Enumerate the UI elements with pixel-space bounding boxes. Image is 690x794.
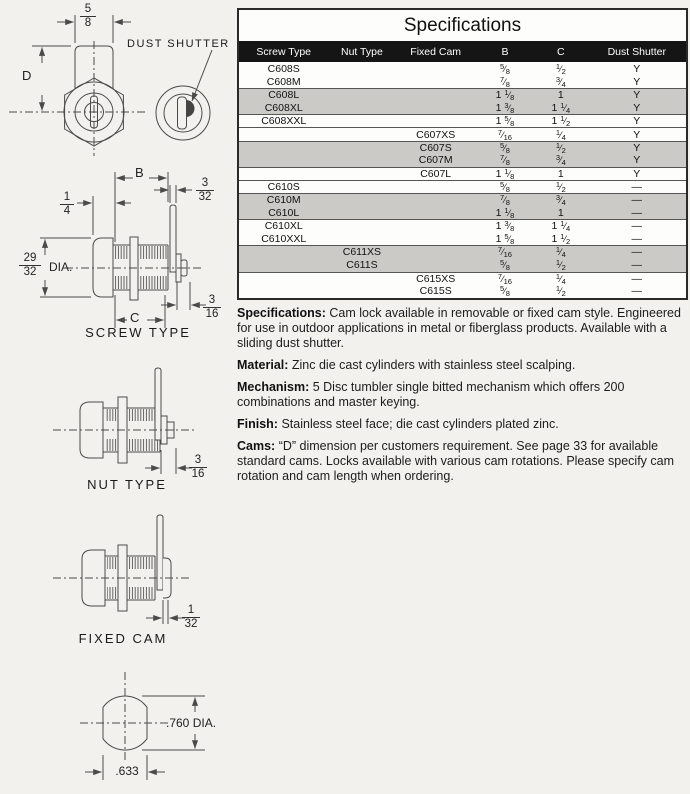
- table-cell: —: [631, 272, 643, 285]
- table-row: [239, 180, 686, 193]
- c-dimension-label: C: [130, 310, 140, 325]
- front-view-drawing: [5, 3, 235, 163]
- table-cell: 1 $^1⁄_8$: [495, 88, 515, 103]
- table-row: [239, 167, 686, 180]
- table-row: [239, 141, 686, 154]
- note-finish: [237, 417, 689, 432]
- b-dimension-label: B: [135, 165, 144, 180]
- screw-type-drawing: [5, 160, 235, 345]
- table-cell: —: [631, 285, 643, 298]
- table-row: [239, 127, 686, 140]
- cam-offset-dimension: $\frac{3}{16}$: [203, 294, 221, 320]
- table-row: [239, 75, 686, 88]
- table-cell: C607S: [419, 141, 452, 154]
- table-cell: C615S: [419, 285, 452, 298]
- table-cell: $^5⁄_8$: [500, 61, 510, 76]
- note-label: Cams:: [237, 439, 276, 453]
- table-cell: Y: [633, 141, 641, 154]
- table-cell: $^3⁄_4$: [555, 74, 566, 89]
- hole-width-label: .633: [115, 764, 139, 778]
- column-header: Fixed Cam: [410, 45, 462, 58]
- table-cell: Y: [633, 167, 641, 180]
- column-header: Screw Type: [256, 45, 312, 58]
- table-cell: $^5⁄_8$: [500, 179, 510, 194]
- note-label: Material:: [237, 358, 289, 372]
- table-cell: C608M: [266, 75, 301, 88]
- note-text: Cam lock available in removable or fixed cam style. Engineered for use in outdoor applications in metal or fiberglass products. Available with a sliding dust shutter.: [237, 306, 681, 350]
- table-cell: $^1⁄_2$: [555, 284, 566, 299]
- table-row: [239, 193, 686, 206]
- d-dimension-label: D: [22, 68, 32, 83]
- table-cell: —: [631, 206, 643, 219]
- table-cell: —: [631, 232, 643, 245]
- table-cell: 1: [557, 206, 564, 219]
- table-cell: $^3⁄_4$: [555, 192, 566, 207]
- table-row: [239, 206, 686, 219]
- note-cams: [237, 439, 689, 484]
- table-cell: $^5⁄_8$: [500, 284, 510, 299]
- note-specifications: [237, 306, 689, 351]
- table-cell: 1 $^1⁄_8$: [495, 205, 515, 220]
- table-row: [239, 232, 686, 245]
- column-header: Dust Shutter: [607, 45, 666, 58]
- table-cell: C610L: [268, 206, 300, 219]
- table-cell: 1: [557, 167, 564, 180]
- dust-shutter-tab: [186, 100, 195, 117]
- table-row: [239, 258, 686, 271]
- table-cell: $^7⁄_{16}$: [497, 245, 512, 260]
- table-cell: Y: [633, 115, 641, 128]
- table-cell: Y: [633, 101, 641, 114]
- note-label: Mechanism:: [237, 380, 310, 394]
- table-cell: —: [631, 220, 643, 233]
- width-dimension: $\frac{5}{8}$: [80, 3, 96, 29]
- table-row: [239, 285, 686, 298]
- dia-label: DIA.: [49, 260, 73, 274]
- table-cell: Y: [633, 128, 641, 141]
- column-header: B: [501, 45, 509, 58]
- table-cell: C608L: [268, 89, 300, 102]
- dust-shutter-keyway: [178, 97, 187, 129]
- nut-type-caption: NUT TYPE: [87, 477, 167, 492]
- note-text: “D” dimension per customers requirement. See page 33 for available standard cams. Locks available with various cam rotations. Please specify cam rotation and cam length when ordering.: [237, 439, 674, 483]
- column-header: Nut Type: [340, 45, 383, 58]
- table-cell: C610M: [266, 193, 301, 206]
- table-cell: 1 $^1⁄_2$: [551, 114, 571, 129]
- fixed-cam-drawing: [5, 500, 235, 652]
- table-cell: $^5⁄_8$: [500, 140, 510, 155]
- table-cell: —: [631, 258, 643, 271]
- note-label: Specifications:: [237, 306, 326, 320]
- table-cell: C610XXL: [261, 232, 307, 245]
- table-cell: 1 $^5⁄_8$: [495, 231, 515, 246]
- table-cell: Y: [633, 75, 641, 88]
- table-row: [239, 154, 686, 167]
- nut-type-drawing: [5, 350, 235, 500]
- note-label: Finish:: [237, 417, 278, 431]
- table-cell: Y: [633, 89, 641, 102]
- cam-gap-dimension: $\frac{1}{32}$: [182, 604, 200, 630]
- table-row: [239, 114, 686, 127]
- table-cell: $^1⁄_4$: [555, 271, 566, 286]
- table-cell: C607L: [420, 167, 452, 180]
- cam-lever: [157, 515, 163, 590]
- fixed-cam-svg: [5, 500, 235, 652]
- table-cell: C611XS: [342, 246, 382, 259]
- notes-section: [237, 306, 689, 491]
- note-material: [237, 358, 689, 373]
- note-text: Zinc die cast cylinders with stainless steel scalping.: [291, 358, 576, 372]
- cap-width-dimension: $\frac{1}{4}$: [60, 191, 74, 217]
- table-row: [239, 101, 686, 114]
- table-cell: $^7⁄_8$: [500, 74, 510, 89]
- table-cell: —: [631, 246, 643, 259]
- table-cell: Y: [633, 154, 641, 167]
- table-cell: $^7⁄_8$: [500, 153, 510, 168]
- table-row: [239, 88, 686, 101]
- note-text: 5 Disc tumbler single bitted mechanism which offers 200 combinations and master keying.: [237, 380, 625, 409]
- table-cell: C608XXL: [261, 115, 307, 128]
- mounting-hole-drawing: [30, 660, 230, 794]
- table-cell: 1 $^3⁄_8$: [495, 219, 515, 234]
- table-cell: $^1⁄_2$: [555, 140, 566, 155]
- table-cell: —: [631, 180, 643, 193]
- cam-lever: [155, 368, 161, 440]
- table-cell: 1 $^1⁄_4$: [551, 100, 571, 115]
- dust-shutter-callout: DUST SHUTTER: [127, 38, 230, 50]
- table-row: [239, 245, 686, 258]
- table-cell: $^1⁄_4$: [555, 245, 566, 260]
- table-cell: $^7⁄_{16}$: [497, 271, 512, 286]
- table-cell: $^7⁄_{16}$: [497, 127, 512, 142]
- table-cell: C615XS: [416, 272, 456, 285]
- table-cell: Y: [633, 62, 641, 75]
- front-view-svg: [5, 3, 235, 163]
- table-cell: $^5⁄_8$: [500, 257, 510, 272]
- table-cell: C610S: [267, 180, 300, 193]
- cam-offset-dimension: $\frac{3}{16}$: [189, 454, 207, 480]
- table-cell: C607XS: [416, 128, 456, 141]
- table-row: [239, 62, 686, 75]
- table-cell: $^1⁄_2$: [555, 179, 566, 194]
- note-text: Stainless steel face; die cast cylinders plated zinc.: [281, 417, 559, 431]
- screw-type-caption: SCREW TYPE: [85, 325, 191, 340]
- cam-thickness-dimension: $\frac{3}{32}$: [196, 177, 214, 203]
- note-mechanism: [237, 380, 689, 410]
- table-cell: $^1⁄_4$: [555, 127, 566, 142]
- column-header: C: [557, 45, 565, 58]
- table-cell: 1 $^5⁄_8$: [495, 114, 515, 129]
- table-cell: —: [631, 193, 643, 206]
- specifications-table: [237, 8, 688, 300]
- table-cell: C611S: [346, 258, 378, 271]
- table-cell: C608S: [267, 62, 300, 75]
- table-cell: $^3⁄_4$: [555, 153, 566, 168]
- table-row: [239, 219, 686, 232]
- table-cell: C608XL: [264, 101, 303, 114]
- cam-lever: [170, 205, 176, 272]
- diameter-dimension: $\frac{29}{32}$: [19, 252, 41, 278]
- table-cell: $^7⁄_8$: [500, 192, 510, 207]
- table-cell: 1 $^1⁄_4$: [551, 219, 571, 234]
- table-cell: 1: [557, 89, 564, 102]
- table-cell: $^1⁄_2$: [555, 257, 566, 272]
- fixed-cam-caption: FIXED CAM: [78, 631, 168, 646]
- table-cell: $^1⁄_2$: [555, 61, 566, 76]
- hole-diameter-label: .760 DIA.: [166, 716, 217, 730]
- table-cell: 1 $^1⁄_8$: [495, 166, 515, 181]
- table-cell: 1 $^3⁄_8$: [495, 100, 515, 115]
- table-row: [239, 272, 686, 285]
- spec-table-body: [239, 62, 686, 298]
- table-cell: C607M: [418, 154, 453, 167]
- table-title: Specifications: [403, 15, 522, 36]
- table-header-row: [239, 41, 686, 62]
- table-cell: 1 $^1⁄_2$: [551, 231, 571, 246]
- table-cell: C610XL: [264, 220, 303, 233]
